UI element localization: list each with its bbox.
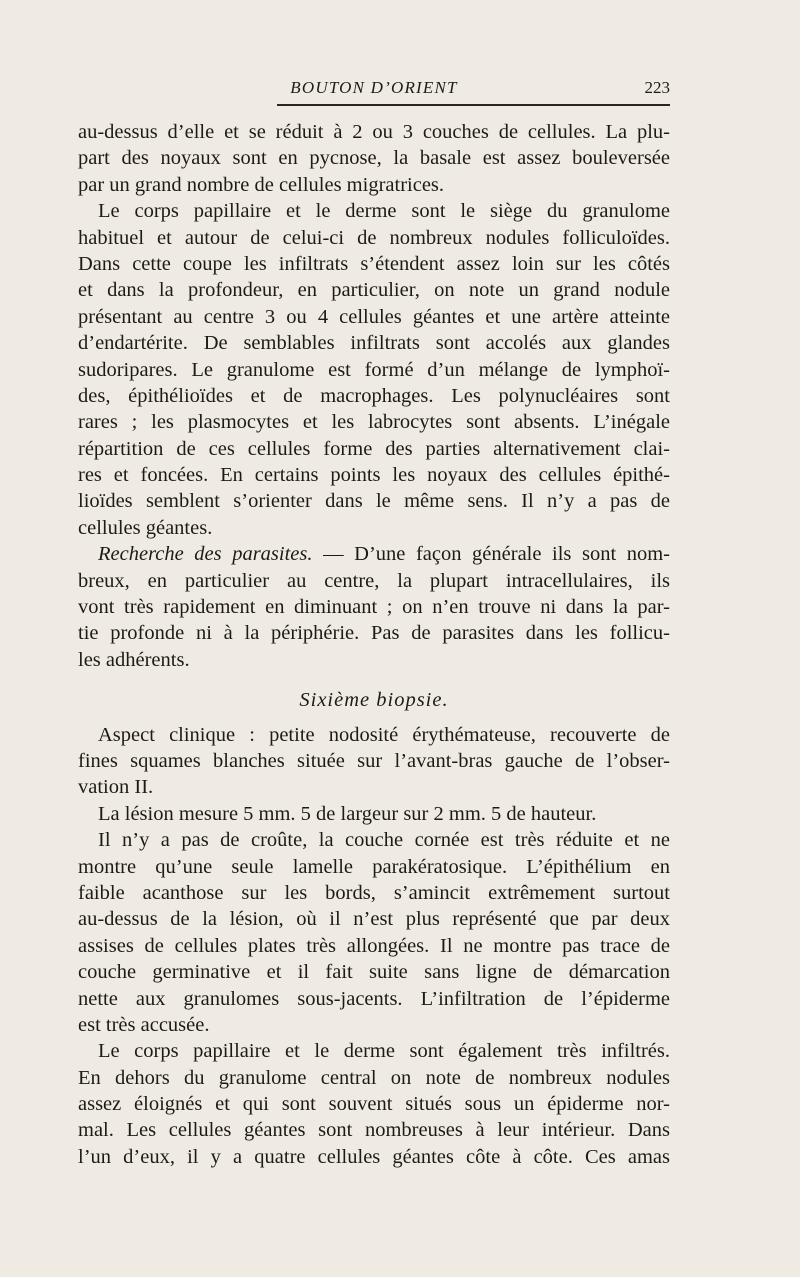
text-line: Le corps papillaire et le derme sont le siège du granulome: [98, 200, 670, 223]
text-line: breux, en particulier au centre, la plupart intracellulaires, ils: [78, 569, 670, 592]
text-line: assises de cellules plates très allongées. Il ne montre pas trace de: [78, 934, 670, 957]
text-line: Dans cette coupe les infiltrats s’étendent assez loin sur les côtés: [78, 252, 670, 275]
text-line: montre qu’une seule lamelle parakératosique. L’épithélium en: [78, 855, 670, 878]
text-line: Il n’y a pas de croûte, la couche cornée est très réduite et ne: [98, 829, 670, 852]
text-line: assez éloignés et qui sont souvent situés sous un épiderme nor-: [78, 1093, 670, 1116]
text-line: et dans la profondeur, en particulier, on note un grand nodule: [78, 279, 670, 302]
text-line: présentant au centre 3 ou 4 cellules géantes et une artère atteinte: [78, 305, 670, 328]
text-line: l’un d’eux, il y a quatre cellules géantes côte à côte. Ces amas: [78, 1145, 670, 1168]
text-line: habituel et autour de celui-ci de nombreux nodules folliculoïdes.: [78, 226, 670, 249]
text-line: des, épithélioïdes et de macrophages. Les polynucléaires sont: [78, 384, 670, 407]
text-line: répartition de ces cellules forme des parties alternativement clai-: [78, 437, 670, 460]
text-line: par un grand nombre de cellules migratrices.: [78, 173, 445, 196]
text-line: est très accusée.: [78, 1013, 210, 1036]
section-lead-parasites: Recherche des parasites.: [98, 543, 313, 566]
text-line: lioïdes semblent s’orienter dans le même sens. Il n’y a pas de: [78, 490, 670, 513]
text-line: part des noyaux sont en pycnose, la basale est assez bouleversée: [78, 147, 670, 170]
text-line: res et foncées. En certains points les noyaux des cellules épithé-: [78, 464, 670, 487]
text-line: Le corps papillaire et le derme sont également très infiltrés.: [98, 1040, 670, 1063]
text-line: La lésion mesure 5 mm. 5 de largeur sur 2 mm. 5 de hauteur.: [98, 802, 597, 825]
text-line: [78, 541, 670, 567]
text-line: rares ; les plasmocytes et les labrocytes sont absents. L’inégale: [78, 411, 670, 434]
text-line: nette aux granulomes sous-jacents. L’infiltration de l’épiderme: [78, 987, 670, 1010]
body-text: [78, 119, 670, 1170]
header-rule: [277, 104, 670, 106]
text-line: au-dessus d’elle et se réduit à 2 ou 3 couches de cellules. La plu-: [78, 121, 670, 143]
text-line: vont très rapidement en diminuant ; on n’en trouve ni dans la par-: [78, 596, 670, 619]
running-head: [78, 78, 670, 104]
text-line: d’endartérite. De semblables infiltrats sont accolés aux glandes: [78, 332, 670, 355]
text-line: mal. Les cellules géantes sont nombreuses à leur intérieur. Dans: [78, 1119, 670, 1142]
text-line: Aspect clinique : petite nodosité érythémateuse, recouverte de: [98, 723, 670, 746]
text-line: vation II.: [78, 776, 154, 799]
text-line: fines squames blanches située sur l’avant-bras gauche de l’obser-: [78, 749, 670, 772]
section-heading: Sixième biopsie.: [299, 689, 449, 712]
text-line: au-dessus de la lésion, où il n’est plus représenté que par deux: [78, 908, 670, 931]
running-title: BOUTON D’ORIENT: [290, 78, 458, 97]
text-line: couche germinative et il fait suite sans ligne de démarcation: [78, 961, 670, 984]
text-line: En dehors du granulome central on note de nombreux nodules: [78, 1066, 670, 1089]
text-line: sudoripares. Le granulome est formé d’un mélange de lymphoï-: [78, 358, 670, 381]
text-run: — D’une façon générale ils sont nom-: [312, 543, 671, 566]
text-line: cellules géantes.: [78, 516, 213, 539]
page-number: 223: [644, 78, 670, 97]
text-line: tie profonde ni à la périphérie. Pas de parasites dans les follicu-: [78, 622, 670, 645]
text-line: les adhérents.: [78, 648, 190, 671]
text-line: faible acanthose sur les bords, s’amincit extrêmement surtout: [78, 881, 670, 904]
